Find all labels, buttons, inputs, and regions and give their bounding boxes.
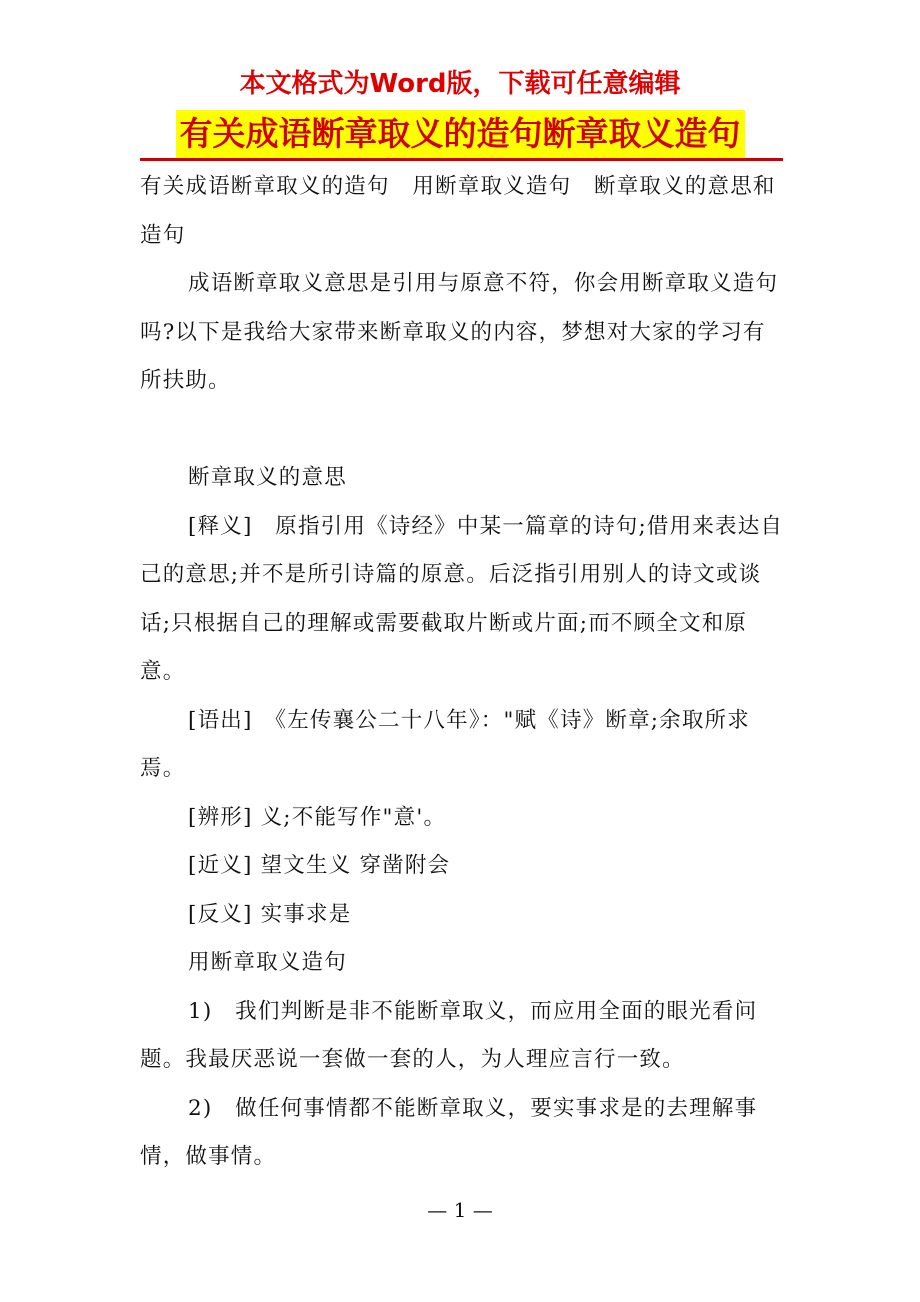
format-notice: 本文格式为Word版，下载可任意编辑 — [239, 69, 681, 99]
antonym-paragraph: [反义] 实事求是 — [188, 901, 352, 927]
blank-line — [140, 406, 785, 455]
section-heading-sentences: 用断章取义造句 — [188, 950, 347, 975]
definition-paragraph: [释义] 原指引用《诗经》中某一篇章的诗句;借用来表达自己的意思;并不是所引诗篇的原意。后泛指引用别人的诗文或谈话;只根据自己的理解或需要截取片断或片面;而不顾全文和原意。 — [140, 513, 784, 684]
source-paragraph: [语出] 《左传襄公二十八年》："赋《诗》断章;余取所求焉。 — [140, 707, 751, 781]
intro-paragraph: 成语断章取义意思是引用与原意不符，你会用断章取义造句吗?以下是我给大家带来断章取义的内容，梦想对大家的学习有所扶助。 — [140, 271, 779, 393]
example-sentence-2: 2) 做任何事情都不能断章取义，要实事求是的去理解事情，做事情。 — [140, 1095, 758, 1169]
form-note-paragraph: [辨形] 义;不能写作"意'。 — [188, 804, 447, 830]
synonyms-paragraph: [近义] 望文生义 穿凿附会 — [188, 853, 451, 878]
section-heading-meaning: 断章取义的意思 — [188, 465, 347, 490]
page-number: — 1 — — [427, 1198, 493, 1222]
document-body — [140, 163, 785, 1182]
title-divider — [140, 158, 783, 161]
title-container — [0, 110, 920, 158]
example-sentence-1: 1) 我们判断是非不能断章取义，而应用全面的眼光看问题。我最厌恶说一套做一套的人，为人理应言行一致。 — [140, 998, 758, 1072]
subtitle-line: 有关成语断章取义的造句 用断章取义造句 断章取义的意思和造句 — [140, 174, 776, 248]
document-title: 有关成语断章取义的造句断章取义造句 — [176, 110, 745, 158]
